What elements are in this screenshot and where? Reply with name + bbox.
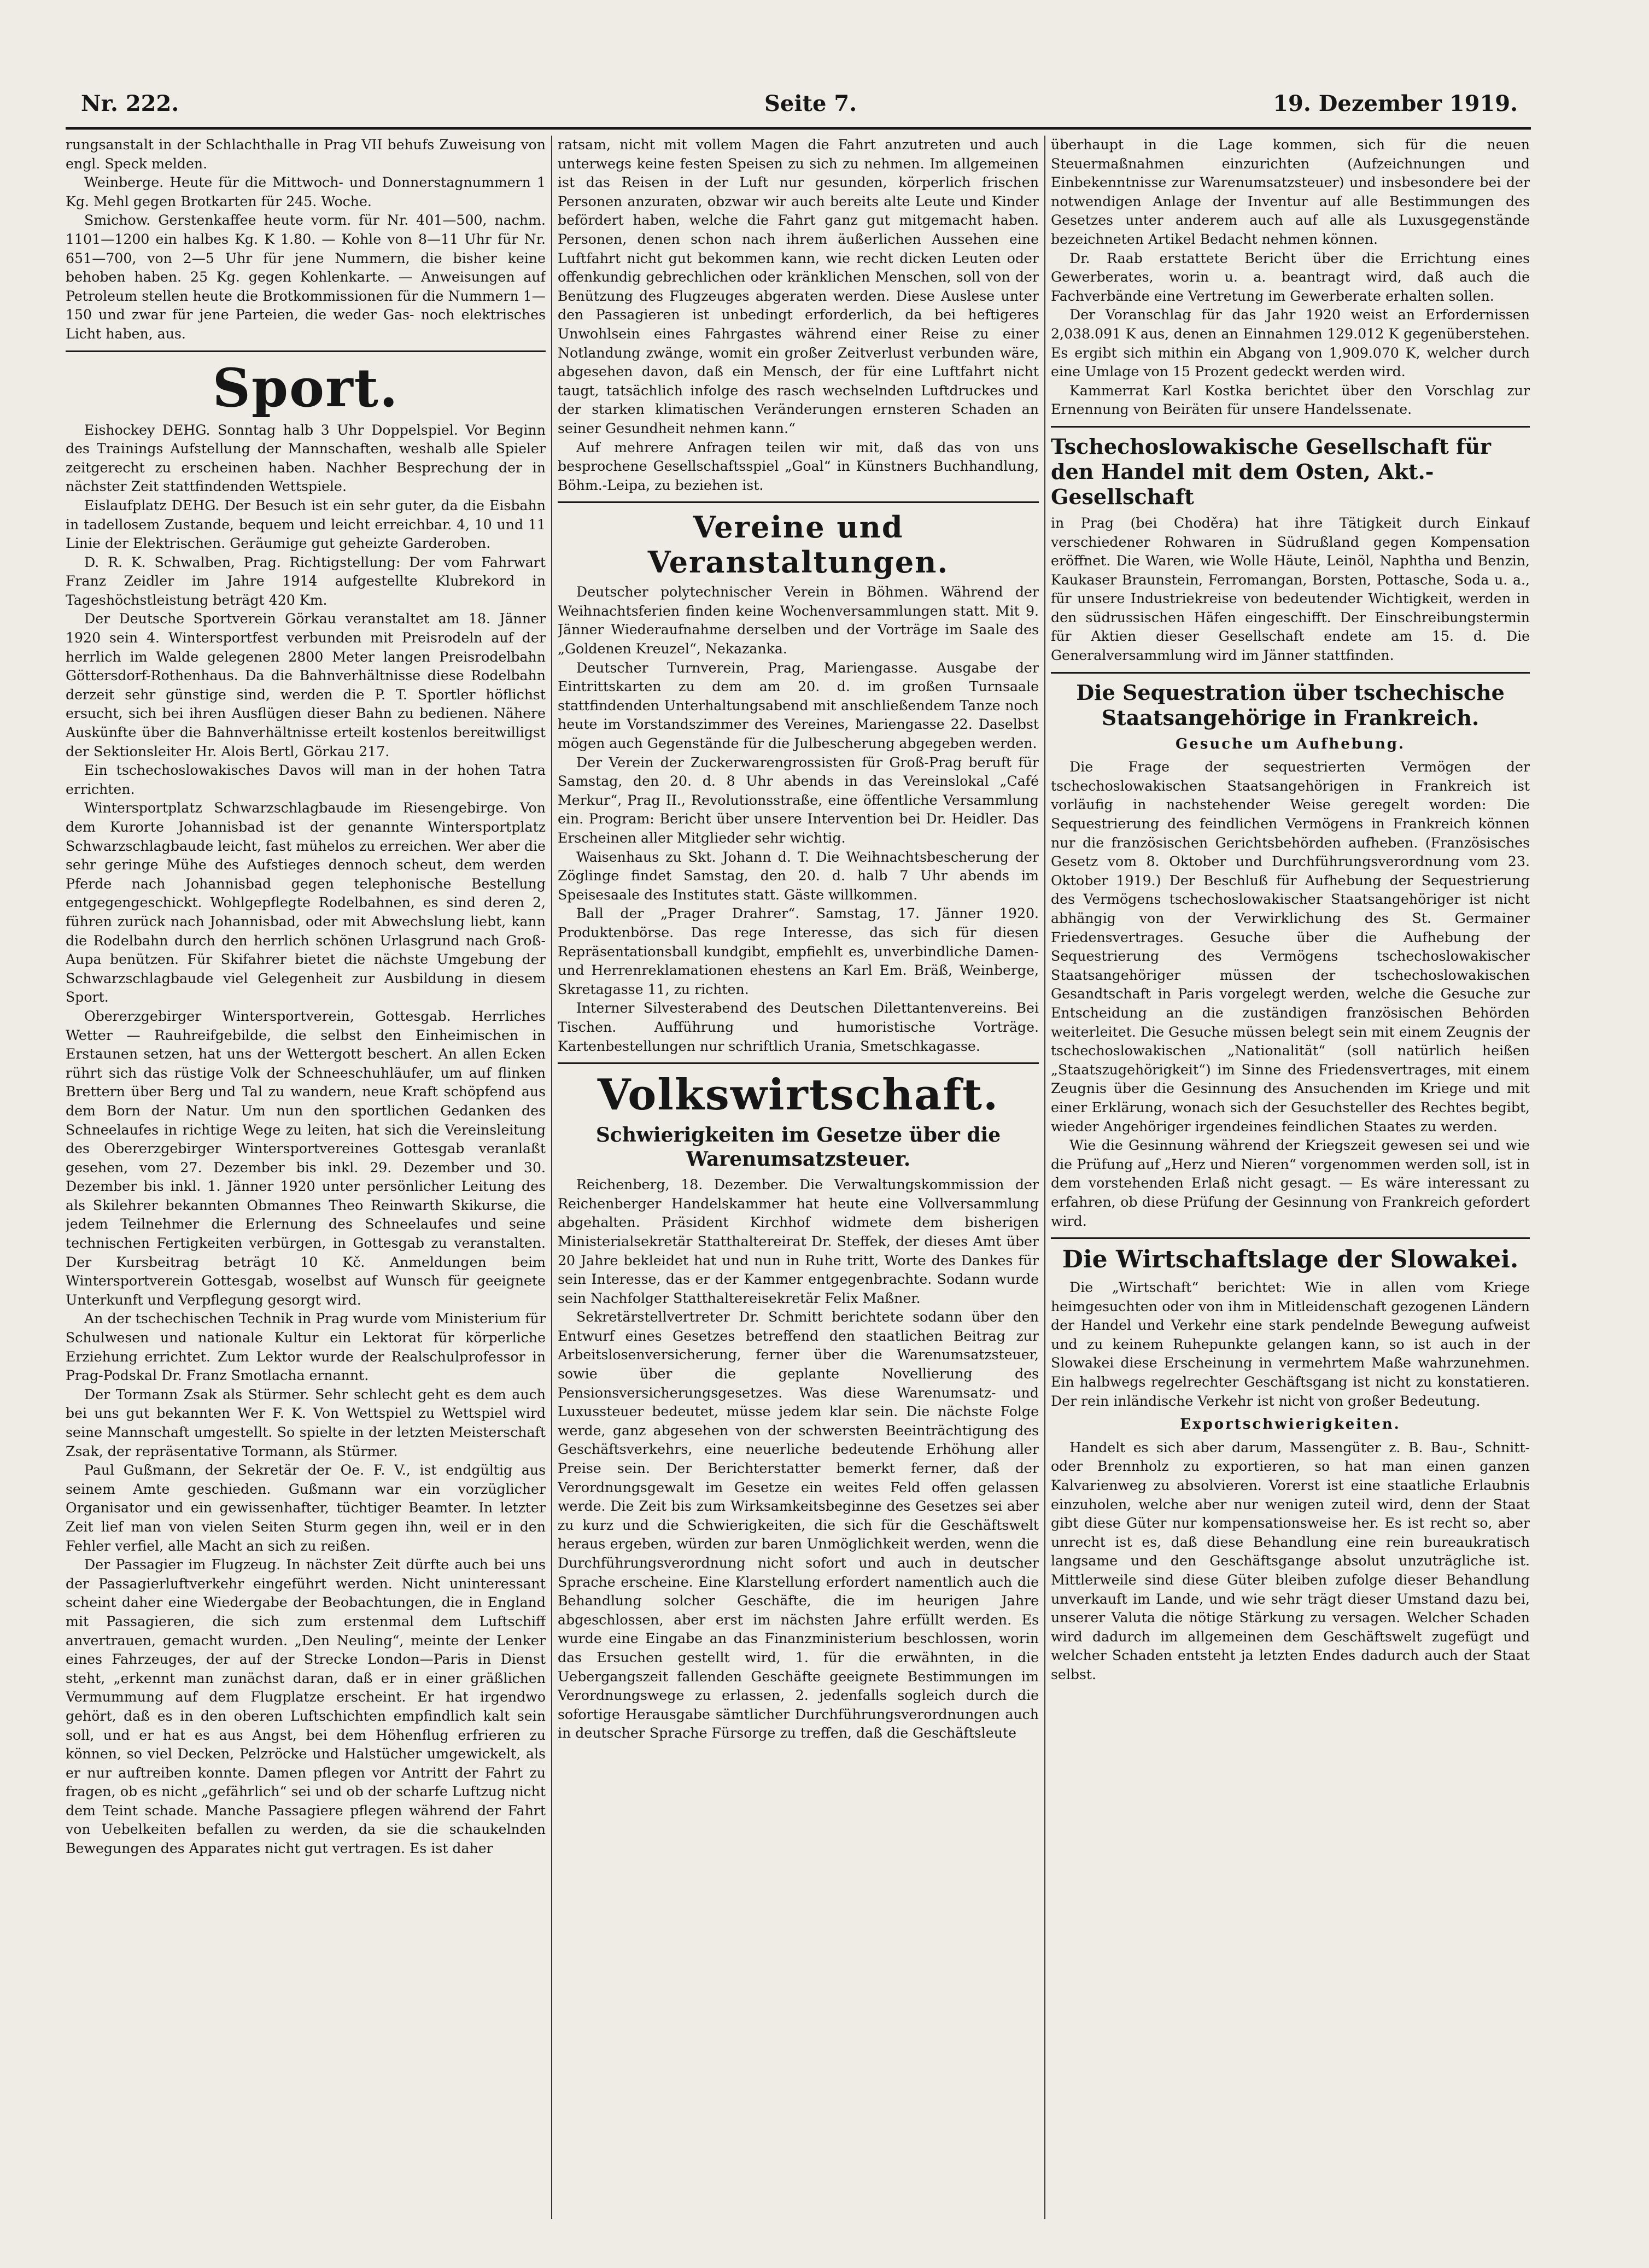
paragraph: Der Passagier im Flugzeug. In nächster Zeit dürfte auch bei uns der Passagierluftverkehr eingeführt werden. Nicht uninteressant scheint daher eine Wiedergabe der Beobachtungen, die in England mit Passagieren, die sich zum erstenmal dem Luftschiff anvertrauen, gemacht wurden. „Den Neuling“, meinte der Lenker eines Fahrzeuges, der auf der Strecke London—Paris in Dienst steht, „erkennt man zunächst daran, daß er in einer gräßlichen Vermummung auf dem Flugplatze erscheint. Er hat irgendwo gehört, daß es in den oberen Luftschichten empfindlich kalt sein soll, und er hat es aus Angst, bei dem Höhenflug erfrieren zu können, so viel Decken, Pelzröcke und Halstücher umgewickelt, als er nur auftreiben konnte. Damen pflegen vor Antritt der Fahrt zu fragen, ob es nicht „gefährlich“ sei und ob der scharfe Luftzug nicht dem Teint schade. Manche Passagiere pflegen während der Fahrt von Uebelkeiten befallen zu werden, da sie die schaukelnden Bewegungen des Apparates nicht gut vertragen. Es ist daher: [66, 1557, 546, 1857]
header-rule: [66, 127, 1531, 130]
paragraph: Interner Silvesterabend des Deutschen Dilettantenvereins. Bei Tischen. Aufführung und humoristische Vorträge. Kartenbestellungen nur schriftlich Urania, Smetschkagasse.: [558, 1000, 1039, 1054]
paragraph: Handelt es sich aber darum, Massengüter z. B. Bau-, Schnitt- oder Brennholz zu exportieren, so hat man einen ganzen Kalvarienweg zu absolvieren. Vorerst ist eine staatliche Erlaubnis einzuholen, welche aber nur wenigen zuteil wird, denn der Staat gibt diese Güter nur kompensationsweise her. Es ist recht so, aber unrecht ist es, daß diese Behandlung eine rein bureaukratisch langsame und den Geschäftsgange absolut unzuträgliche ist. Mittlerweile sind diese Güter bleiben zufolge dieser Behandlung unverkauft im Lande, und wie sehr trägt dieser Umstand dazu bei, unserer Valuta die nötige Stärkung zu versagen. Welcher Schaden wird dadurch im allgemeinen dem Geschäftswelt zugefügt und welcher Schaden entsteht ja letzten Endes dadurch auch der Staat selbst.: [1051, 1439, 1530, 1682]
section-title-volkswirtschaft: Volkswirtschaft.: [597, 1070, 999, 1120]
paragraph: Deutscher Turnverein, Prag, Mariengasse. Ausgabe der Eintrittskarten zu dem am 20. d. im großen Turnsaale stattfindenden Unterhaltungsabend mit anschließendem Tanze noch heute im Vorstandszimmer des Vereines, Mariengasse 22. Daselbst mögen auch Gegenstände für die Julbescherung abgegeben werden.: [558, 659, 1039, 752]
paragraph: Ball der „Prager Drahrer“. Samstag, 17. Jänner 1920. Produktenbörse. Das rege Interesse, das sich für diesen Repräsentationsball kundgibt, empfiehlt es, unverbindliche Damen- und Herrenreklamationen ehestens an Karl Em. Bräß, Weinberge, Skretagasse 11, zu richten.: [558, 905, 1039, 997]
paragraph: Auf mehrere Anfragen teilen wir mit, daß das von uns besprochene Gesellschaftsspiel „Goal“ in Künstners Buchhandlung, Böhm.-Leipa, zu beziehen ist.: [558, 439, 1039, 493]
paragraph: rungsanstalt in der Schlachthalle in Prag VII behufs Zuweisung von engl. Speck melden.: [66, 137, 546, 172]
paragraph: Wie die Gesinnung während der Kriegszeit gewesen sei und wie die Prüfung auf „Herz und Nieren“ vorgenommen werden soll, ist in dem vorstehenden Erlaß nicht gesagt. — Es wäre interessant zu erfahren, ob diese Prüfung der Gesinnung von Frankreich gefordert wird.: [1051, 1137, 1530, 1229]
section-rule: [1051, 1237, 1530, 1239]
paragraph: Sekretärstellvertreter Dr. Schmitt berichtete sodann über den Entwurf eines Gesetzes betreffend den staatlichen Beitrag zur Arbeitslosenversicherung, ferner über die Warenumsatzsteuer, sowie über die geplante Novellierung des Pensionsversicherungsgesetzes. Was diese Warenumsatz- und Luxussteuer bedeutet, müsse jedem klar sein. Die nächste Folge werde, ganz abgesehen von der schwersten Beeinträchtigung des Geschäftsverkehrs, eine neuerliche bedeutende Erhöhung aller Preise sein. Der Berichterstatter bemerkt ferner, daß der Verordnungsgewalt im Gesetze ein weites Feld offen gelassen werde. Die Zeit bis zum Wirksamkeitsbeginne des Gesetzes sei aber zu kurz und die Schwierigkeiten, die sich für die Geschäftswelt heraus ergeben, würden zur baren Unmöglichkeit werden, wenn die Durchführungsverordnung nicht sofort und auch in deutscher Sprache erscheine. Eine Klarstellung erfordert namentlich auch die Behandlung solcher Geschäfte, die im heurigen Jahre abgeschlossen, aber erst im nächsten Jahre erfüllt werden. Es wurde eine Eingabe an das Finanzministerium beschlossen, worin das Ersuchen gestellt wird, 1. für die erwähnten, in die Uebergangszeit fallenden Geschäfte geeignete Bestimmungen im Verordnungswege zu erlassen, 2. jedenfalls sogleich durch die sofortige Herausgabe sämtlicher Durchführungsverordnungen auch in deutscher Sprache Fürsorge zu treffen, daß die Geschäftsleute: [558, 1309, 1039, 1741]
column-1: [66, 136, 546, 2224]
column-rule: [551, 136, 552, 2219]
article-subhead: Exportschwierigkeiten.: [1180, 1416, 1401, 1433]
paragraph: Die „Wirtschaft“ berichtet: Wie in allen vom Kriege heimgesuchten oder von ihm in Mitleidenschaft gezogenen Ländern der Handel und Verkehr eine stark pendelnde Bewegung aufweist und zu keinem Ruhepunkte gelangen kann, so ist auch in der Slowakei diese Erscheinung in vermehrtem Maße wahrzunehmen. Ein halbwegs regelrechter Geschäftsgang ist nicht zu konstatieren. Der rein inländische Verkehr ist nicht von großer Bedeutung.: [1051, 1279, 1530, 1409]
paragraph: Der Voranschlag für das Jahr 1920 weist an Erfordernissen 2,038.091 K aus, denen an Einnahmen 129.012 K gegenüberstehen. Es ergibt sich mithin ein Abgang von 1,909.070 K, welcher durch eine Umlage von 15 Prozent gedeckt werden wird.: [1051, 307, 1530, 380]
column-3: [1051, 136, 1530, 2224]
paragraph: Obererzgebirger Wintersportverein, Gottesgab. Herrliches Wetter — Rauhreifgebilde, die selbst den Einheimischen in Erstaunen setzen, hat uns der Wettergott beschert. An allen Ecken rührt sich das rüstige Volk der Schneeschuhläufer, um auf flinken Brettern über Berg und Tal zu wandern, neue Kraft schöpfend aus dem Born der Natur. Um nun den sportlichen Gedanken des Schneelaufes in richtige Wege zu leiten, hat sich die Vereinsleitung des Obererzgebirger Wintersportvereines Gottesgab veranlaßt gesehen, vom 27. Dezember bis inkl. 29. Dezember und 30. Dezember bis inkl. 1. Jänner 1920 unter persönlicher Leitung des als Skilehrer bekannten Obmannes Theo Reinwarth Skikurse, die jedem Teilnehmer die Erlernung des Schneelaufes und seine technischen Fertigkeiten verbürgen, in Gottesgab zu veranstalten. Der Kursbeitrag beträgt 10 Kč. Anmeldungen beim Wintersportverein Gottesgab, woselbst auf Wunsch für geeignete Unterkunft und Verpflegung gesorgt wird.: [66, 1008, 546, 1308]
paragraph: Weinberge. Heute für die Mittwoch- und Donnerstagnummern 1 Kg. Mehl gegen Brotkarten für 245. Woche.: [66, 174, 546, 209]
issue-date: 19. Dezember 1919.: [1273, 91, 1518, 116]
section-title-vereine: Vereine und Veranstaltungen.: [647, 510, 949, 580]
paragraph: Der Deutsche Sportverein Görkau veranstaltet am 18. Jänner 1920 sein 4. Wintersportfest verbunden mit Preisrodeln auf der herrlich im Walde gelegenen 2800 Meter langen Preisrodelbahn Göttersdorf-Rothenhaus. Da die Bahnverhältnisse diese Rodelbahn derzeit sehr günstige sind, werden die P. T. Sportler höflichst ersucht, sich bei ihren Ausflügen dieser Bahn zu bedienen. Nähere Auskünfte über die Bahnverhältnisse erteilt kostenlos bereitwilligst der Sektionsleiter Hr. Alois Bertl, Görkau 217.: [66, 611, 546, 759]
section-rule: [558, 1062, 1039, 1064]
article-subtitle: Schwierigkeiten im Gesetze über die Warenumsatzsteuer.: [595, 1124, 1001, 1171]
paragraph: Die Frage der sequestrierten Vermögen der tschechoslowakischen Staatsangehörigen in Frankreich ist vorläufig in nachstehender Weise geregelt worden: Die Sequestrierung des feindlichen Vermögens in Frankreich können nur die französischen Gerichtsbehörden aufheben. (Französisches Gesetz vom 8. Oktober und Durchführungsverordnung vom 23. Oktober 1919.) Der Beschluß für Aufhebung der Sequestrierung des Vermögens tschechoslowakischer Staatsangehöriger ist nicht abhängig von der Verwirklichung des St. Germainer Friedensvertrages. Gesuche über die Aufhebung der Sequestrierung des Vermögens tschechoslowakischer Staatsangehöriger müssen der tschechoslowakischen Gesandtschaft in Paris vorgelegt werden, welche die Gesuche zur Entscheidung an die zuständigen französischen Behörden weiterleitet. Die Gesuche müssen belegt sein mit einem Zeugnis der tschechoslowakischen „Nationalität“ (soll natürlich heißen „Staatszugehörigkeit“) im Sinne des Friedensvertrages, mit einem Zeugnis über die Gesinnung des Ansuchenden im Kriege und mit einer Erklärung, wonach sich der Gesuchsteller des Rechtes begibt, wieder Angehöriger irgendeines feindlichen Staates zu werden.: [1051, 759, 1530, 1135]
paragraph: D. R. K. Schwalben, Prag. Richtigstellung: Der vom Fahrwart Franz Zeidler im Jahre 1914 aufgestellte Klubrekord in Tageshöchstleistung beträgt 420 Km.: [66, 554, 546, 608]
article-title-sequestration: Die Sequestration über tschechische Staatsangehörige in Frankreich.: [1076, 680, 1505, 730]
page-number: Seite 7.: [764, 91, 857, 116]
paragraph: Eislaufplatz DEHG. Der Besuch ist ein sehr guter, da die Eisbahn in tadellosem Zustande, bequem und leicht erreichbar. 4, 10 und 11 Linie der Elektrischen. Geräumige gut geheizte Garderoben.: [66, 497, 546, 552]
section-rule: [558, 501, 1039, 503]
paragraph: in Prag (bei Choděra) hat ihre Tätigkeit durch Einkauf verschiedener Rohwaren in Südrußland gegen Kompensation eröffnet. Die Waren, wie Wolle Häute, Leinöl, Naphtha und Benzin, Kaukaser Braunstein, Ferromangan, Borsten, Pottasche, Soda u. a., für unsere Industriekreise von bedeutender Wichtigkeit, werden in den südrussischen Häfen eingeschifft. Der Einschreibungstermin für Aktien dieser Gesellschaft endete am 15. d. Die Generalversammlung wird im Jänner stattfinden.: [1051, 515, 1530, 664]
paragraph: Der Tormann Zsak als Stürmer. Sehr schlecht geht es dem auch bei uns gut bekannten Wer F. K. Von Wettspiel zu Wettspiel wird seine Mannschaft umgestellt. So spielte in der letzten Meisterschaft Zsak, der repräsentative Tormann, als Stürmer.: [66, 1386, 546, 1459]
column-rule: [1044, 136, 1045, 2219]
paragraph: Deutscher polytechnischer Verein in Böhmen. Während der Weihnachtsferien finden keine Wochenversammlungen statt. Mit 9. Jänner Wiederaufnahme derselben und der Vorträge im Saale des „Goldenen Kreuzel“, Nekazanka.: [558, 584, 1039, 657]
paragraph: Ein tschechoslowakisches Davos will man in der hohen Tatra errichten.: [66, 762, 546, 797]
section-rule: [1051, 672, 1530, 674]
paragraph: An der tschechischen Technik in Prag wurde vom Ministerium für Schulwesen und nationale Kultur ein Lektorat für körperliche Erziehung errichtet. Zum Lektor wurde der Realschulprofessor in Prag-Podskal Dr. Franz Smotlacha ernannt.: [66, 1311, 546, 1384]
paragraph: Smichow. Gerstenkaffee heute vorm. für Nr. 401—500, nachm. 1101—1200 ein halbes Kg. K 1.80. — Kohle von 8—11 Uhr für Nr. 651—700, von 2—5 Uhr für jene Nummern, die bisher keine behoben haben. 25 Kg. gegen Kohlenkarte. — Anweisungen auf Petroleum stellen heute die Brotkommissionen für die Nummern 1—150 und zwar für jene Parteien, die weder Gas- noch elektrisches Licht haben, aus.: [66, 212, 546, 342]
paragraph: Reichenberg, 18. Dezember. Die Verwaltungskommission der Reichenberger Handelskammer hat heute eine Vollversammlung abgehalten. Präsident Kirchhof widmete dem bisherigen Ministerialsekretär Statthaltereirat Dr. Steffek, der dieses Amt über 20 Jahre bekleidet hat und nun in Ruhe tritt, Worte des Dankes für sein Interesse, das er der Kammer entgegenbrachte. Sodann wurde sein Nachfolger Statthaltereisekretär Felix Maßner.: [558, 1177, 1039, 1306]
article-title-slowakei: Die Wirtschaftslage der Slowakei.: [1062, 1246, 1519, 1274]
paragraph: Kammerrat Karl Kostka berichtet über den Vorschlag zur Ernennung von Beiräten für unsere Handelssenate.: [1051, 382, 1530, 418]
paragraph: Eishockey DEHG. Sonntag halb 3 Uhr Doppelspiel. Vor Beginn des Trainings Aufstellung der Mannschaften, weshalb alle Spieler zeitgerecht zu erscheinen haben. Nachher Besprechung der in nächster Zeit stattfindenden Wettspiele.: [66, 422, 546, 495]
paragraph: Waisenhaus zu Skt. Johann d. T. Die Weihnachtsbescherung der Zöglinge findet Samstag, den 20. d. halb 7 Uhr abends im Speisesaale des Institutes statt. Gäste willkommen.: [558, 849, 1039, 903]
section-rule: [66, 350, 546, 352]
article-subtitle: Gesuche um Aufhebung.: [1175, 735, 1405, 752]
section-rule: [1051, 426, 1530, 428]
paragraph: überhaupt in die Lage kommen, sich für die neuen Steuermaßnahmen einzurichten (Aufzeichnungen und Einbekenntnisse zur Warenumsatzsteuer) und insbesondere bei der notwendigen Anlage der Inventur auf alle Bestimmungen des Gesetzes unter anderem auch auf alle als Luxusgegenstände bezeichneten Artikel Bedacht nehmen können.: [1051, 137, 1530, 247]
paragraph: Wintersportplatz Schwarzschlagbaude im Riesengebirge. Von dem Kurorte Johannisbad ist der genannte Wintersportplatz Schwarzschlagbaude leicht, fast mühelos zu erreichen. Wer aber die sehr geringe Mühe des Aufstieges dennoch scheut, dem werden Pferde nach Johannisbad gegen telephonische Bestellung entgegengeschickt. Wohlgepflegte Rodelbahnen, es sind deren 2, führen zurück nach Johannisbad, oder mit Abwechslung liebt, kann die Rodelbahn durch den herrlich schönen Urlasgrund nach Groß-Aupa benützen. Für Skifahrer bietet die nächste Umgebung der Schwarzschlagbaude viel Gelegenheit zur Ausbildung in diesem Sport.: [66, 800, 546, 1006]
paragraph: Der Verein der Zuckerwarengrossisten für Groß-Prag beruft für Samstag, den 20. d. 8 Uhr abends in das Vereinslokal „Café Merkur“, Prag II., Revolutionsstraße, eine öffentliche Versammlung ein. Program: Bericht über unsere Intervention bei Dr. Heidler. Das Erscheinen aller Mitglieder sehr wichtig.: [558, 754, 1039, 846]
paragraph: Paul Gußmann, der Sekretär der Oe. F. V., ist endgültig aus seinem Amte geschieden. Gußmann war ein vorzüglicher Organisator und ein gewissenhafter, tüchtiger Beamter. In letzter Zeit lief man von vielen Seiten Sturm gegen ihn, weil er in den Fehler verfiel, alle Macht an sich zu reißen.: [66, 1462, 546, 1554]
column-2: [558, 136, 1039, 2224]
article-title-gesellschaft: Tschechoslowakische Gesellschaft für den Handel mit dem Osten, Akt.-Gesellschaft: [1051, 434, 1492, 509]
issue-number: Nr. 222.: [81, 91, 179, 116]
section-title-sport: Sport.: [212, 356, 399, 419]
paragraph: ratsam, nicht mit vollem Magen die Fahrt anzutreten und auch unterwegs keine festen Speisen zu sich zu nehmen. Im allgemeinen ist das Reisen in der Luft nur gesunden, körperlich frischen Personen anzuraten, obzwar wir auch bereits alte Leute und Kinder befördert haben, welche die Fahrt ganz gut mitgemacht haben. Personen, denen schon nach ihrem äußerlichen Aussehen eine Luftfahrt nicht gut bekommen kann, wie recht dicken Leuten oder offenkundig gebrechlichen oder kränklichen Menschen, soll von der Benützung des Flugzeuges abgeraten werden. Diese Auslese unter den Passagieren ist unbedingt erforderlich, da bei heftigeres Unwohlsein eines Fahrgastes während einer Reise zu einer Notlandung zwänge, womit ein großer Zeitverlust verbunden wäre, abgesehen davon, daß ein Mensch, der für eine Luftfahrt nicht taugt, tatsächlich infolge des rasch wechselnden Luftdruckes und der starken klimatischen Veränderungen ernsteren Schaden an seiner Gesundheit nehmen kann.“: [558, 137, 1039, 436]
paragraph: Dr. Raab erstattete Bericht über die Errichtung eines Gewerberates, worin u. a. beantragt wird, daß auch die Fachverbände eine Vertretung im Gewerberate erhalten sollen.: [1051, 250, 1530, 304]
page-header: [81, 86, 1518, 125]
